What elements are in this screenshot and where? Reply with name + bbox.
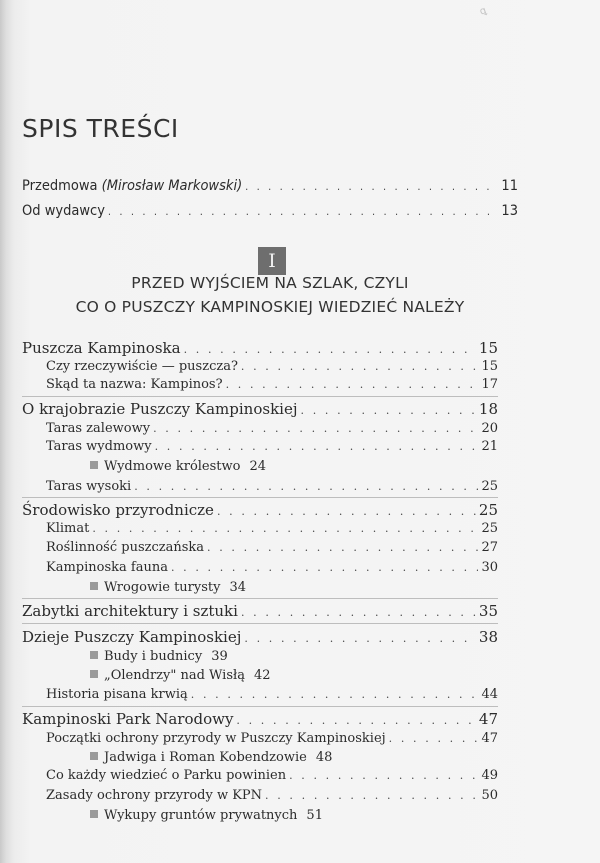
part-title-line1: PRZED WYJŚCIEM NA SZLAK, CZYLI <box>131 274 409 292</box>
toc-subentry[interactable] <box>46 421 498 436</box>
page-number: 47 <box>478 710 498 728</box>
page-number: 48 <box>315 750 333 765</box>
leader-dots <box>389 732 479 745</box>
page-number: 11 <box>501 178 518 194</box>
leader-dots <box>245 180 498 193</box>
page-number: 39 <box>211 649 228 664</box>
section-title: Kampinoski Park Narodowy <box>22 710 234 728</box>
toc-subentry[interactable] <box>46 359 498 374</box>
section-title: Środowisko przyrodnicze <box>22 501 214 519</box>
leader-dots <box>244 632 476 645</box>
toc-subentry[interactable] <box>46 540 498 555</box>
page-number: 42 <box>253 668 271 683</box>
page-number: 47 <box>481 731 498 746</box>
toc-subentry[interactable] <box>46 731 498 746</box>
entry-label: Taras wydmowy <box>46 439 152 454</box>
leader-dots <box>236 714 475 727</box>
toc-box-entry[interactable] <box>90 668 271 683</box>
entry-label: Jadwiga i Roman Kobendzowie <box>104 750 307 765</box>
entry-label: Początki ochrony przyrody w Puszczy Kampinoskiej <box>46 731 386 746</box>
entry-label: Co każdy wiedzieć o Parku powinien <box>46 768 287 783</box>
leader-dots <box>153 422 478 435</box>
leader-dots <box>241 360 479 373</box>
page-number: 13 <box>501 203 518 219</box>
entry-label: Wykupy gruntów prywatnych <box>104 808 298 823</box>
page-number: 50 <box>481 788 498 803</box>
toc-subentry[interactable] <box>46 788 498 803</box>
page-number: 51 <box>306 808 323 823</box>
square-bullet-icon <box>90 651 98 659</box>
toc-subentry[interactable] <box>46 521 498 536</box>
leader-dots <box>226 378 479 391</box>
leader-dots <box>217 505 476 518</box>
part-title-line2: CO O PUSZCZY KAMPINOSKIEJ WIEDZIEĆ NALEŻY <box>75 298 465 316</box>
toc-subentry[interactable] <box>46 377 498 392</box>
page-number: 25 <box>481 521 498 536</box>
page-number: 38 <box>478 628 498 646</box>
page-number: 20 <box>481 421 498 436</box>
entry-label: Klimat <box>46 521 90 536</box>
leader-dots <box>301 404 476 417</box>
entry-label: Historia pisana krwią <box>46 687 188 702</box>
toc-subentry[interactable] <box>46 768 498 783</box>
toc-section[interactable] <box>22 501 498 519</box>
page-number: 25 <box>481 479 498 494</box>
pencil-mark: ꝗ <box>478 5 489 18</box>
toc-box-entry[interactable] <box>90 580 246 595</box>
leader-dots <box>241 606 476 619</box>
toc-box-entry[interactable] <box>90 459 266 474</box>
section-title: Dzieje Puszczy Kampinoskiej <box>22 628 242 646</box>
leader-dots <box>191 688 479 701</box>
entry-label: Skąd ta nazwa: Kampinos? <box>46 377 223 392</box>
page-number: 25 <box>478 501 498 519</box>
toc-section[interactable] <box>22 602 498 620</box>
leader-dots <box>155 440 479 453</box>
part-number-badge: I <box>258 247 286 275</box>
leader-dots <box>207 541 478 554</box>
toc-entry-od-wydawcy[interactable] <box>22 203 518 219</box>
toc-subentry[interactable] <box>46 687 498 702</box>
page-number: 21 <box>481 439 498 454</box>
toc-subentry[interactable] <box>46 439 498 454</box>
toc-box-entry[interactable] <box>90 649 228 664</box>
entry-label: Przedmowa <box>22 178 102 194</box>
section-divider <box>22 598 498 599</box>
page-number: 30 <box>481 560 498 575</box>
entry-label: Roślinność puszczańska <box>46 540 205 555</box>
page-number: 27 <box>481 540 498 555</box>
leader-dots <box>134 480 478 493</box>
square-bullet-icon <box>90 461 98 469</box>
toc-section[interactable] <box>22 339 498 357</box>
toc-section[interactable] <box>22 628 498 646</box>
square-bullet-icon <box>90 582 98 590</box>
leader-dots <box>184 343 476 356</box>
entry-label: Zasady ochrony przyrody w KPN <box>46 788 263 803</box>
entry-label: Kampinoska fauna <box>46 560 168 575</box>
toc-section[interactable] <box>22 710 498 728</box>
page-number: 24 <box>249 459 267 474</box>
entry-label: Od wydawcy <box>22 203 105 219</box>
entry-label: Taras zalewowy <box>46 421 151 436</box>
section-title: Puszcza Kampinoska <box>22 339 181 357</box>
entry-label: Wrogowie turysty <box>104 580 221 595</box>
toc-section[interactable] <box>22 400 498 418</box>
page-title: SPIS TREŚCI <box>22 114 179 143</box>
entry-label: Czy rzeczywiście — puszcza? <box>46 359 238 374</box>
entry-label: Taras wysoki <box>46 479 132 494</box>
section-divider <box>22 623 498 624</box>
page-number: 18 <box>478 400 498 418</box>
entry-label: „Olendrzy" nad Wisłą <box>104 668 245 683</box>
square-bullet-icon <box>90 810 98 818</box>
page-number: 34 <box>229 580 247 595</box>
square-bullet-icon <box>90 752 98 760</box>
section-divider <box>22 706 498 707</box>
section-title: O krajobrazie Puszczy Kampinoskiej <box>22 400 298 418</box>
section-divider <box>22 497 498 498</box>
page-number: 17 <box>481 377 498 392</box>
leader-dots <box>92 522 478 535</box>
page-number: 15 <box>481 359 498 374</box>
toc-box-entry[interactable] <box>90 750 332 765</box>
square-bullet-icon <box>90 670 98 678</box>
page-number: 35 <box>478 602 498 620</box>
leader-dots <box>108 205 498 218</box>
page-number: 44 <box>481 687 498 702</box>
entry-label: Budy i budnicy <box>104 649 203 664</box>
entry-author: (Mirosław Markowski) <box>101 178 243 194</box>
entry-label: Wydmowe królestwo <box>104 459 241 474</box>
toc-subentry[interactable] <box>46 560 498 575</box>
leader-dots <box>289 769 478 782</box>
section-divider <box>22 396 498 397</box>
page-number: 49 <box>481 768 498 783</box>
toc-entry-przedmowa[interactable] <box>22 178 518 194</box>
page-number: 15 <box>478 339 498 357</box>
leader-dots <box>171 561 478 574</box>
toc-box-entry[interactable] <box>90 808 323 823</box>
leader-dots <box>265 789 478 802</box>
toc-subentry[interactable] <box>46 479 498 494</box>
section-title: Zabytki architektury i sztuki <box>22 602 238 620</box>
